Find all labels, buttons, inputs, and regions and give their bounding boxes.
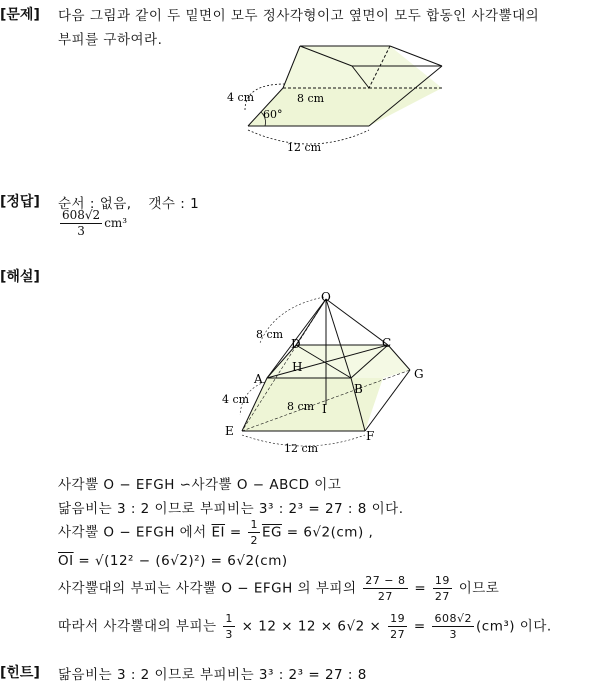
hint-text: 닮음비는 3 : 2 이므로 부피비는 3³ : 2³ = 27 : 8 <box>58 667 367 683</box>
fig-label-B: B <box>354 382 363 396</box>
problem-fig-edge-label: 4 cm <box>227 91 255 104</box>
answer-value <box>58 208 127 239</box>
explanation-line-5 <box>58 573 499 604</box>
line5-eq: = <box>414 580 427 597</box>
fig-slant-label: 8 cm <box>256 328 284 341</box>
line3-result: = 6√2(cm) , <box>286 524 374 541</box>
line5-frac1-num: 27 − 8 <box>365 574 406 587</box>
line5-frac2-den: 27 <box>434 590 450 603</box>
explanation-line-6 <box>58 611 552 642</box>
fig-label-H: H <box>292 360 303 374</box>
fig-label-E: E <box>225 424 234 438</box>
answer-label: [정답] <box>0 194 40 210</box>
answer-count: 갯수 : 1 <box>148 196 200 212</box>
fig-bottom-label: 12 cm <box>284 442 319 455</box>
line6-frac1-den: 3 <box>225 628 233 641</box>
fig-mid-label: 8 cm <box>287 400 315 413</box>
line6-frac3-den: 3 <box>449 628 457 641</box>
fig-label-A: A <box>254 372 263 386</box>
problem-frustum-figure <box>215 38 455 158</box>
line5-tail: 이므로 <box>458 580 500 597</box>
fig-label-D: D <box>291 337 301 351</box>
fig-label-I: I <box>322 402 327 416</box>
line5-frac2-num: 19 <box>434 574 450 587</box>
line3-half-num: 1 <box>250 518 258 531</box>
hint-label: [힌트] <box>0 665 40 681</box>
answer-unit: cm³ <box>104 216 128 230</box>
fig-label-G: G <box>414 367 424 381</box>
fig-label-O: O <box>321 290 331 304</box>
line5-frac1-den: 27 <box>377 590 393 603</box>
explanation-line-4 <box>58 553 288 569</box>
problem-fig-angle-label: 60° <box>263 108 283 121</box>
answer-order: 순서 : 없음, <box>58 196 132 212</box>
problem-fig-bottom-label: 12 cm <box>287 141 322 154</box>
line3-eq: = <box>229 524 242 541</box>
line3-text: 사각뿔 O − EFGH 에서 <box>58 524 207 541</box>
problem-line-1: 다음 그림과 같이 두 밑면이 모두 정사각형이고 옆면이 모두 합동인 사각뿔대의 <box>58 8 540 24</box>
fig-edge-label: 4 cm <box>222 393 250 406</box>
line4-oi: $\overline{OI}$ <box>58 553 74 569</box>
line6-tail: (cm³) 이다. <box>476 618 552 635</box>
explanation-line-3 <box>58 517 373 548</box>
explanation-pyramid-figure <box>220 285 440 455</box>
line6-frac1-num: 1 <box>225 612 233 625</box>
line6-frac2-num: 19 <box>390 612 406 625</box>
problem-label: [문제] <box>0 7 40 23</box>
fig-label-C: C <box>382 336 392 350</box>
line6-mid: × 12 × 12 × 6√2 × <box>241 618 382 635</box>
explanation-label: [해설] <box>0 269 40 285</box>
problem-fig-top-label: 8 cm <box>297 92 325 105</box>
line4-result: = √(12² − (6√2)²) = 6√2(cm) <box>78 553 288 569</box>
problem-line-2: 부피를 구하여라. <box>58 32 163 48</box>
line6-eq: = <box>413 618 426 635</box>
explanation-line-2: 닮음비는 3 : 2 이므로 부피비는 3³ : 2³ = 27 : 8 이다. <box>58 501 404 517</box>
line3-eg: $\overline{EG}$ <box>261 524 282 541</box>
answer-frac-den: 3 <box>77 224 85 238</box>
line3-half-den: 2 <box>250 534 258 547</box>
fig-label-F: F <box>366 429 375 443</box>
line5-text: 사각뿔대의 부피는 사각뿔 O − EFGH 의 부피의 <box>58 580 357 597</box>
line6-text: 따라서 사각뿔대의 부피는 <box>58 618 217 635</box>
explanation-line-1: 사각뿔 O − EFGH ∽사각뿔 O − ABCD 이고 <box>58 477 342 493</box>
line6-frac3-num: 608√2 <box>434 612 472 625</box>
answer-frac-num: 608√2 <box>62 208 101 222</box>
line3-ei: $\overline{EI}$ <box>211 524 226 541</box>
line6-frac2-den: 27 <box>390 628 406 641</box>
